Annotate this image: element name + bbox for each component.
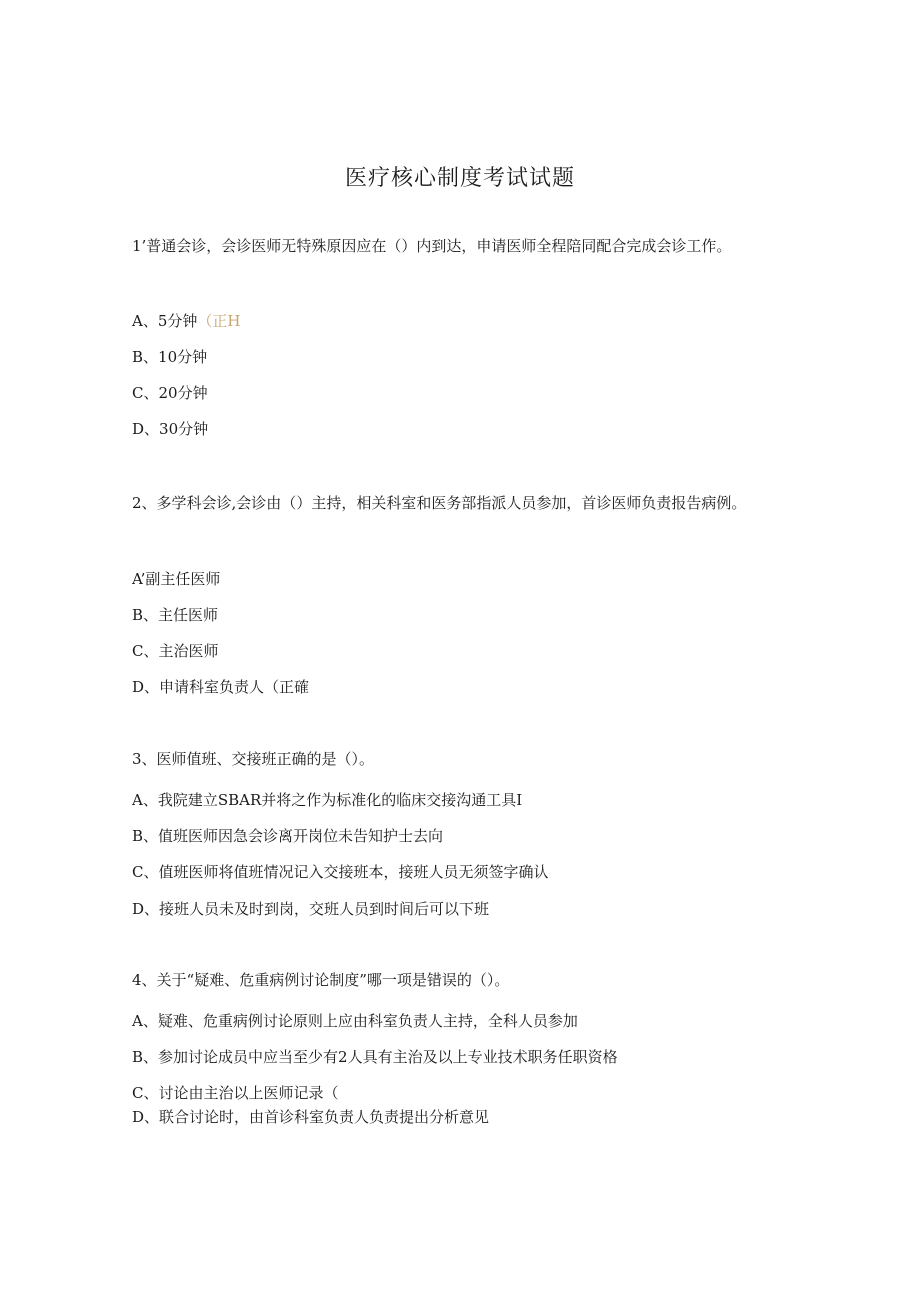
question-3-text: 3、医师值班、交接班正确的是（）。 xyxy=(132,750,375,768)
question-4-text: 4、关于“疑难、危重病例讨论制度”哪一项是错误的（）。 xyxy=(132,971,510,989)
question-2-option-d: D、申请科室负责人（正確 xyxy=(132,678,310,696)
question-2-option-b: B、主任医师 xyxy=(132,606,219,624)
question-4-option-b: B、参加讨论成员中应当至少有2人具有主治及以上专业技术职务任职资格 xyxy=(132,1048,618,1066)
question-2-option-c: C、主治医师 xyxy=(132,642,219,660)
question-2-text: 2、多学科会诊,会诊由（）主持，相关科室和医务部指派人员参加，首诊医师负责报告病例。 xyxy=(132,494,747,512)
question-4-option-d: D、联合讨论时，由首诊科室负责人负责提出分析意见 xyxy=(132,1108,490,1126)
page-title: 医疗核心制度考试试题 xyxy=(344,166,575,191)
question-1-option-a xyxy=(132,310,240,332)
question-4-option-a: A、疑难、危重病例讨论原则上应由科室负责人主持，全科人员参加 xyxy=(132,1012,578,1030)
question-1-option-d: D、30分钟 xyxy=(132,420,209,438)
question-3-option-d: D、接班人员未及时到岗，交班人员到时间后可以下班 xyxy=(132,900,490,918)
option-label: A、5分钟 xyxy=(132,312,198,330)
question-3-option-c: C、值班医师将值班情况记入交接班本，接班人员无须签字确认 xyxy=(132,863,549,881)
question-1-option-b: B、10分钟 xyxy=(132,348,208,366)
question-1-option-c: C、20分钟 xyxy=(132,384,208,402)
question-4-option-c: C、讨论由主治以上医师记录（ xyxy=(132,1084,339,1102)
question-3-option-a: A、我院建立SBAR并将之作为标准化的临床交接沟通工具I xyxy=(132,791,523,809)
question-1-text: 1’普通会诊，会诊医师无特殊原因应在（）内到达，申请医师全程陪同配合完成会诊工作。 xyxy=(132,237,732,255)
question-3-option-b: B、值班医师因急会诊离开岗位未告知护士去向 xyxy=(132,827,444,845)
answer-mark: （正H xyxy=(197,312,241,330)
question-2-option-a: A’副主任医师 xyxy=(132,570,221,588)
